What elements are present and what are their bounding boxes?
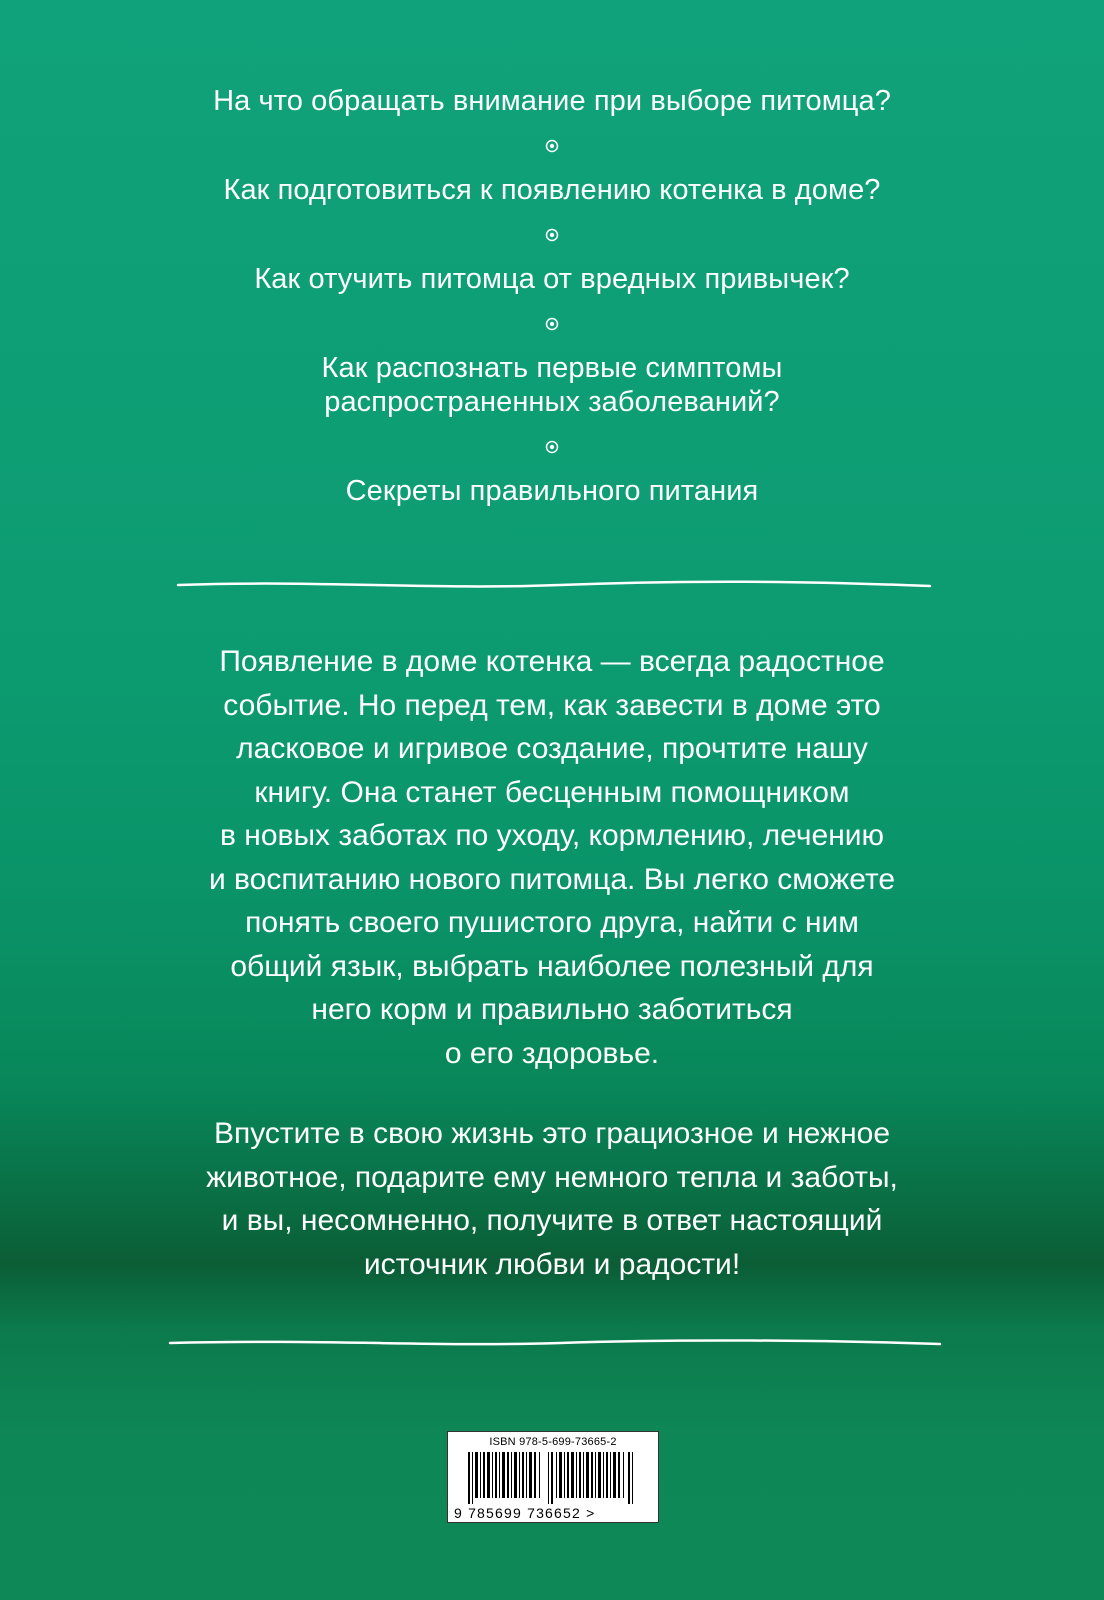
question-line: распространенных заболеваний?: [324, 386, 780, 418]
question-list: [0, 84, 1104, 508]
paragraph-line: понять своего пушистого друга, найти с ним: [245, 906, 859, 939]
paragraph-line: о его здоровье.: [444, 1036, 660, 1070]
isbn-label: ISBN 978-5-699-73665-2: [489, 1436, 617, 1448]
paragraph-line: Впустите в свою жизнь это грациозное и нежное: [213, 1117, 891, 1150]
question-item: [0, 351, 1104, 419]
wavy-divider-top: [0, 578, 1104, 592]
paw-bullet-icon: [0, 419, 1104, 474]
paragraph-line: Появление в доме котенка — всегда радостное: [219, 645, 885, 678]
paw-bullet-icon: [0, 118, 1104, 173]
question-item: Секреты правильного питания: [345, 475, 759, 507]
question-line: Как распознать первые симптомы: [321, 352, 783, 384]
paw-bullet-icon: [0, 296, 1104, 351]
barcode-bars-icon: [468, 1452, 638, 1504]
barcode: [447, 1431, 659, 1523]
paragraph-line: в новых заботах по уходу, кормлению, лечению: [219, 819, 885, 852]
description-paragraph: [0, 640, 1104, 1075]
question-item: Как подготовиться к появлению котенка в доме?: [223, 174, 881, 206]
paragraph-line: ласковое и игривое создание, прочтите нашу: [236, 732, 868, 765]
paragraph-line: событие. Но перед тем, как завести в доме это: [223, 688, 881, 722]
barcode-digits: 9 785699 736652 >: [454, 1505, 596, 1521]
paragraph-line: книгу. Она станет бесценным помощником: [254, 775, 850, 809]
paragraph-line: и вы, несомненно, получите в ответ настоящий: [221, 1204, 883, 1237]
closing-paragraph: [0, 1112, 1104, 1286]
paragraph-line: источник любви и радости!: [363, 1247, 741, 1281]
paragraph-line: животное, подарите ему немного тепла и заботы,: [206, 1160, 898, 1194]
paragraph-line: и воспитанию нового питомца. Вы легко сможете: [208, 862, 896, 896]
question-item: Как отучить питомца от вредных привычек?: [254, 263, 850, 295]
paragraph-line: него корм и правильно заботиться: [311, 993, 793, 1026]
paragraph-line: общий язык, выбрать наиболее полезный для: [230, 949, 874, 983]
wavy-divider-bottom: [0, 1336, 1104, 1350]
question-item: На что обращать внимание при выборе питомца?: [213, 85, 891, 117]
paw-bullet-icon: [0, 207, 1104, 262]
